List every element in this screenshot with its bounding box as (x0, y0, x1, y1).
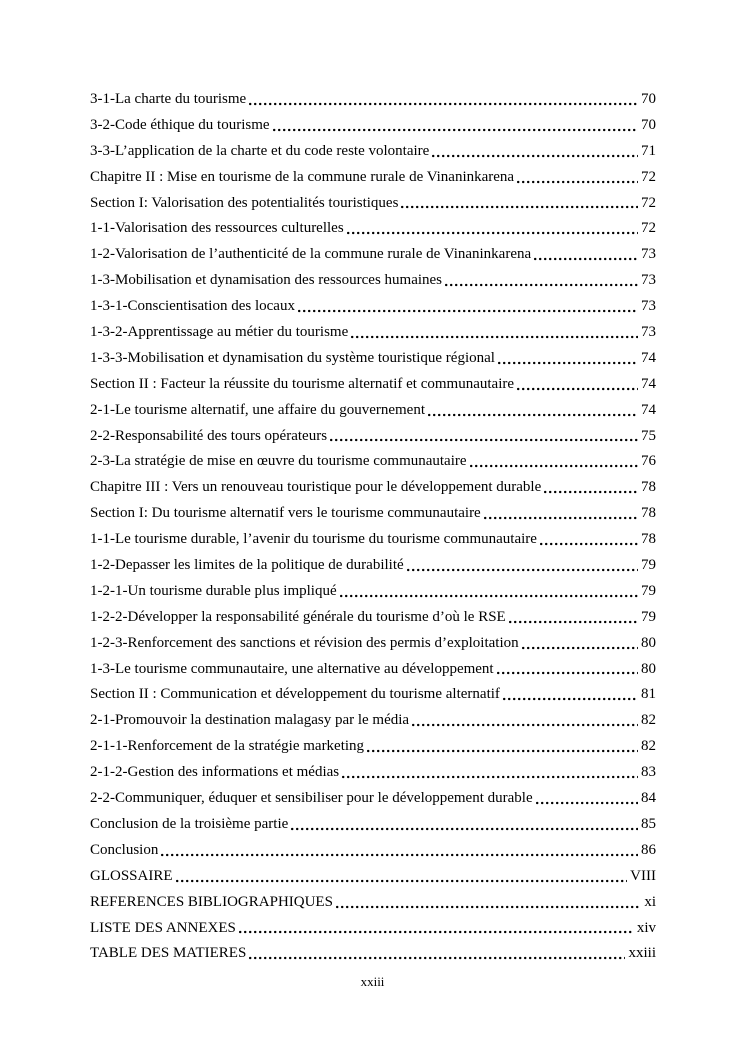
toc-entry-page: 71 (641, 142, 656, 159)
dot-leader (498, 361, 638, 365)
toc-entry-label: 3-3-L’application de la charte et du code reste volontaire (90, 142, 430, 159)
dot-leader (330, 438, 638, 442)
toc-entry (90, 682, 656, 708)
dot-leader (540, 542, 638, 546)
toc-entry-label: 3-1-La charte du tourisme (90, 91, 247, 107)
toc-entry (90, 398, 656, 424)
toc-entry-page: 73 (641, 298, 656, 315)
toc-entry-page: 85 (641, 815, 656, 832)
toc-entry (90, 812, 656, 838)
dot-leader (347, 231, 638, 235)
toc-entry-label: 1-3-1-Conscientisation des locaux (90, 298, 295, 315)
toc-entry-page: xi (644, 893, 656, 910)
toc-entry-label: 2-1-1-Renforcement de la stratégie marketing (90, 738, 365, 755)
toc-entry (90, 449, 656, 475)
toc-entry-page: xxiii (628, 945, 656, 962)
toc-entry (90, 268, 656, 294)
dot-leader (291, 827, 638, 831)
toc-entry-page: 72 (641, 220, 656, 237)
toc-entry-label: 1-2-3-Renforcement des sanctions et révision des permis d’exploitation (90, 634, 519, 651)
toc-entry (90, 242, 656, 268)
toc-entry-page: 74 (641, 375, 656, 392)
toc-entry-label: REFERENCES BIBLIOGRAPHIQUES (90, 893, 333, 910)
toc-entry-page: 81 (641, 686, 656, 703)
dot-leader (249, 102, 638, 106)
toc-entry-page: 86 (641, 841, 656, 858)
toc-entry-page: 70 (641, 91, 656, 107)
toc-entry (90, 890, 656, 916)
toc-entry-label: 1-2-2-Développer la responsabilité générale du tourisme d’où le RSE (90, 608, 506, 625)
toc-entry (90, 320, 656, 346)
toc-entry (90, 501, 656, 527)
toc-entry (90, 475, 656, 501)
toc-entry (90, 165, 656, 191)
toc-entry (90, 734, 656, 760)
toc-entry-label: 3-2-Code éthique du tourisme (90, 116, 270, 133)
dot-leader (412, 723, 638, 727)
toc-entry-page: 72 (641, 194, 656, 211)
dot-leader (428, 413, 638, 417)
dot-leader (517, 180, 638, 184)
toc-entry (90, 631, 656, 657)
toc-entry-page: 73 (641, 246, 656, 263)
toc-entry-page: 74 (641, 349, 656, 366)
dot-leader (340, 594, 638, 598)
toc-list (90, 87, 656, 967)
dot-leader (470, 464, 638, 468)
toc-entry-page: 79 (641, 608, 656, 625)
toc-entry-label: 1-2-1-Un tourisme durable plus impliqué (90, 582, 337, 599)
dot-leader (239, 930, 634, 934)
toc-entry-page: 79 (641, 582, 656, 599)
dot-leader (432, 154, 638, 158)
toc-entry (90, 113, 656, 139)
toc-entry (90, 941, 656, 967)
dot-leader (336, 905, 641, 909)
toc-entry-label: Section II : Communication et développement du tourisme alternatif (90, 686, 500, 703)
toc-entry-label: Section I: Valorisation des potentialités touristiques (90, 194, 399, 211)
toc-entry-page: 82 (641, 712, 656, 729)
toc-entry (90, 139, 656, 165)
dot-leader (367, 749, 638, 753)
toc-entry-label: Conclusion de la troisième partie (90, 815, 289, 832)
toc-entry (90, 864, 656, 890)
toc-entry (90, 87, 656, 113)
toc-entry (90, 708, 656, 734)
toc-entry-label: TABLE DES MATIERES (90, 945, 247, 962)
toc-entry-label: LISTE DES ANNEXES (90, 919, 236, 936)
toc-entry-page: 74 (641, 401, 656, 418)
toc-entry-page: 78 (641, 479, 656, 496)
toc-entry (90, 760, 656, 786)
dot-leader (401, 205, 638, 209)
toc-entry (90, 916, 656, 942)
toc-entry (90, 838, 656, 864)
toc-entry-label: 1-3-2-Apprentissage au métier du tourisme (90, 324, 349, 341)
toc-entry-label: 1-3-3-Mobilisation et dynamisation du système touristique régional (90, 349, 495, 366)
toc-entry-label: 1-3-Le tourisme communautaire, une alternative au développement (90, 660, 494, 677)
dot-leader (497, 671, 638, 675)
dot-leader (351, 335, 638, 339)
dot-leader (298, 309, 638, 313)
toc-entry-page: 83 (641, 764, 656, 781)
toc-entry-label: 2-2-Responsabilité des tours opérateurs (90, 427, 328, 444)
toc-entry-page: 73 (641, 272, 656, 289)
toc-entry (90, 424, 656, 450)
toc-entry-page: 73 (641, 324, 656, 341)
toc-entry-page: xiv (636, 919, 656, 936)
dot-leader (503, 697, 638, 701)
dot-leader (445, 283, 638, 287)
toc-entry-label: Section II : Facteur la réussite du tourisme alternatif et communautaire (90, 375, 515, 392)
toc-entry-page: 82 (641, 738, 656, 755)
dot-leader (176, 879, 628, 883)
toc-entry (90, 527, 656, 553)
toc-entry-label: Chapitre III : Vers un renouveau touristique pour le développement durable (90, 479, 542, 496)
toc-entry-label: 2-1-2-Gestion des informations et médias (90, 764, 340, 781)
toc-entry (90, 605, 656, 631)
dot-leader (544, 490, 638, 494)
toc-entry (90, 372, 656, 398)
toc-entry-page: 80 (641, 634, 656, 651)
dot-leader (484, 516, 638, 520)
toc-entry (90, 216, 656, 242)
dot-leader (517, 387, 638, 391)
toc-entry-label: Section I: Du tourisme alternatif vers le tourisme communautaire (90, 505, 481, 522)
dot-leader (249, 956, 625, 960)
toc-entry-label: GLOSSAIRE (90, 867, 173, 884)
toc-entry-page: 84 (641, 790, 656, 807)
toc-entry (90, 657, 656, 683)
toc-entry-page: 75 (641, 427, 656, 444)
toc-entry-label: 1-2-Valorisation de l’authenticité de la commune rurale de Vinaninkarena (90, 246, 532, 263)
toc-entry-label: 1-2-Depasser les limites de la politique de durabilité (90, 557, 404, 574)
dot-leader (342, 775, 638, 779)
toc-entry (90, 294, 656, 320)
dot-leader (522, 646, 638, 650)
toc-entry (90, 346, 656, 372)
toc-entry (90, 579, 656, 605)
toc-entry-page: 80 (641, 660, 656, 677)
dot-leader (407, 568, 638, 572)
toc-entry-label: 2-2-Communiquer, éduquer et sensibiliser pour le développement durable (90, 790, 533, 807)
dot-leader (161, 853, 638, 857)
toc-entry-label: Chapitre II : Mise en tourisme de la commune rurale de Vinaninkarena (90, 168, 515, 185)
toc-entry-label: 1-3-Mobilisation et dynamisation des ressources humaines (90, 272, 443, 289)
dot-leader (273, 128, 638, 132)
toc-entry-page: 78 (641, 531, 656, 548)
dot-leader (509, 620, 638, 624)
dot-leader (534, 257, 638, 261)
toc-entry (90, 786, 656, 812)
toc-entry-label: 1-1-Le tourisme durable, l’avenir du tourisme du tourisme communautaire (90, 531, 537, 548)
dot-leader (536, 801, 638, 805)
toc-entry (90, 553, 656, 579)
toc-entry (90, 191, 656, 217)
footer-page-number: xxiii (360, 974, 385, 989)
toc-entry-page: 78 (641, 505, 656, 522)
toc-entry-page: 76 (641, 453, 656, 470)
toc-entry-page: 70 (641, 116, 656, 133)
toc-entry-label: Conclusion (90, 841, 159, 858)
toc-entry-page: 72 (641, 168, 656, 185)
toc-entry-label: 1-1-Valorisation des ressources culturelles (90, 220, 344, 237)
toc-entry-label: 2-3-La stratégie de mise en œuvre du tourisme communautaire (90, 453, 467, 470)
toc-entry-page: 79 (641, 557, 656, 574)
toc-entry-page: VIII (630, 867, 656, 884)
toc-entry-label: 2-1-Le tourisme alternatif, une affaire du gouvernement (90, 401, 426, 418)
toc-entry-label: 2-1-Promouvoir la destination malagasy par le média (90, 712, 410, 729)
